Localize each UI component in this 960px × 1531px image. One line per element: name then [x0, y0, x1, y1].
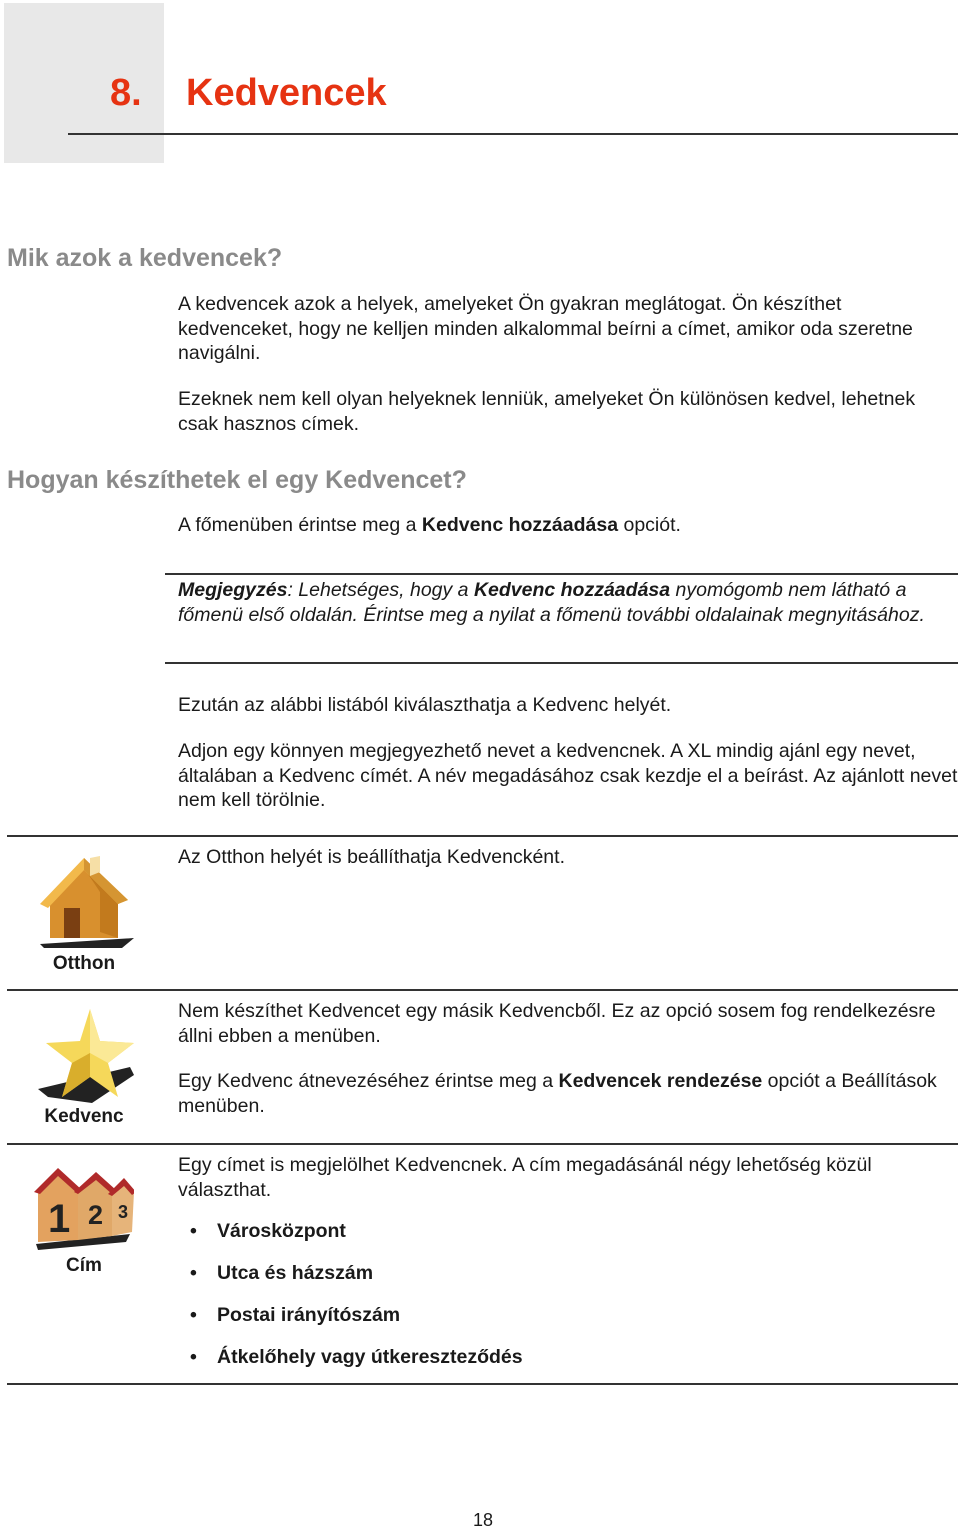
favorite-description-2: Egy Kedvenc átnevezéséhez érintse meg a Kedvencek rendezése opciót a Beállítások menüben.	[178, 1070, 937, 1117]
row-divider	[7, 989, 958, 991]
section-heading-how: Hogyan készíthetek el egy Kedvencet?	[7, 466, 467, 494]
chapter-divider	[68, 133, 958, 135]
address-description: Egy címet is megjelölhet Kedvencnek. A cím megadásánál négy lehetőség közül választhat.	[178, 1154, 872, 1201]
paragraph-how-3: Adjon egy könnyen megjegyezhető nevet a kedvencnek. A XL mindig ajánl egy nevet, általában a Kedvenc címét. A név megadásához csak kezdje el a beírást. Az ajánlott nevet nem kell törölnie.	[178, 740, 958, 811]
row-divider	[7, 835, 958, 837]
address-houses-icon	[22, 1160, 146, 1255]
list-item: • Postai irányítószám	[190, 1304, 401, 1326]
house-icon	[22, 852, 146, 953]
section-heading-what: Mik azok a kedvencek?	[7, 244, 283, 272]
favorite-description-1: Nem készíthet Kedvencet egy másik Kedvencből. Ez az opció sosem fog rendelkezésre állni ebben a menüben.	[178, 1000, 936, 1047]
chapter-number: 8.	[110, 72, 142, 114]
paragraph-what-2: Ezeknek nem kell olyan helyeknek lenniük, amelyeket Ön különösen kedvel, lehetnek csak hasznos címek.	[178, 388, 916, 435]
chapter-title: Kedvencek	[186, 72, 387, 114]
address-digit-1: 1	[48, 1197, 71, 1241]
note-top-rule	[165, 573, 958, 575]
list-item: • Átkelőhely vagy útkereszteződés	[190, 1346, 523, 1368]
note-box: Megjegyzés: Lehetséges, hogy a Kedvenc hozzáadása nyomógomb nem látható a főmenü első oldalán. Érintse meg a nyilat a főmenü további oldalainak megnyitásához.	[178, 579, 925, 626]
home-description: Az Otthon helyét is beállíthatja Kedvencként.	[178, 846, 565, 868]
address-digit-2: 2	[88, 1200, 104, 1230]
paragraph-what-1: A kedvencek azok a helyek, amelyeket Ön gyakran meglátogat. Ön készíthet kedvenceket, hogy ne kelljen minden alkalommal beírni a címet, amikor oda szeretne navigálni.	[178, 293, 913, 364]
table-bottom-rule	[7, 1383, 958, 1385]
star-icon	[22, 1007, 146, 1108]
page-number: 18	[472, 1510, 494, 1530]
row-divider	[7, 1143, 958, 1145]
list-item: • Utca és házszám	[190, 1262, 374, 1284]
list-item: • Városközpont	[190, 1220, 346, 1242]
note-label: Megjegyzés	[178, 579, 288, 601]
paragraph-how-1: A főmenüben érintse meg a Kedvenc hozzáadása opciót.	[178, 514, 681, 536]
address-label: Cím	[66, 1255, 102, 1276]
address-digit-3: 3	[118, 1202, 129, 1222]
address-options-list	[190, 1216, 523, 1384]
home-label: Otthon	[52, 953, 116, 974]
paragraph-how-2: Ezután az alábbi listából kiválaszthatja a Kedvenc helyét.	[178, 694, 672, 716]
favorite-label: Kedvenc	[44, 1106, 124, 1127]
note-bottom-rule	[165, 662, 958, 664]
